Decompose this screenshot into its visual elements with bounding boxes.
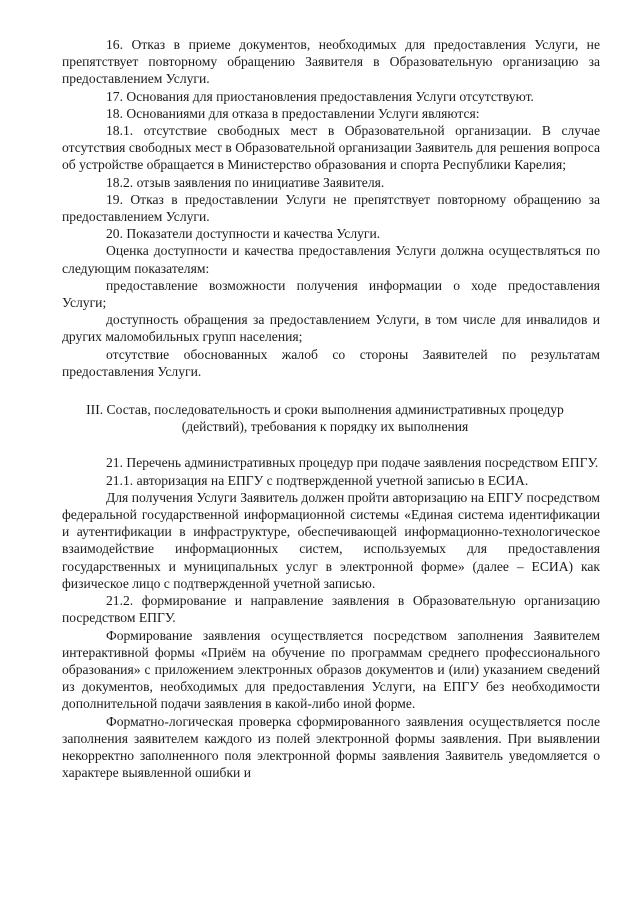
paragraph-format-check: Форматно-логическая проверка сформированного заявления осуществляется после заполнения заявителем каждого из полей электронной формы заявления. При выявлении некорректно заполненного поля электронной формы заявления Заявитель уведомляется о характере выявленной ошибки и (62, 713, 600, 781)
paragraph-18: 18. Основаниями для отказа в предоставлении Услуги являются: (106, 105, 480, 121)
paragraph-21-1: 21.1. авторизация на ЕПГУ с подтвержденной учетной записью в ЕСИА. (106, 472, 529, 488)
paragraph-17: 17. Основания для приостановления предоставления Услуги отсутствуют. (106, 88, 534, 104)
paragraph-form-filling: Формирование заявления осуществляется посредством заполнения Заявителем интерактивной формы «Приём на обучение по программам среднего профессионального образования» с приложением электронных образов документов и (или) указанием сведений из документов, необходимых для предоставления Услуги, на ЕПГУ без необходимости дополнительной подачи заявления в какой-либо иной форме. (62, 627, 600, 712)
paragraph-19: 19. Отказ в предоставлении Услуги не препятствует повторному обращению за предоставлением Услуги. (62, 191, 600, 225)
paragraph-21-2: 21.2. формирование и направление заявления в Образовательную организацию посредством ЕПГУ. (62, 593, 600, 626)
paragraph-20: 20. Показатели доступности и качества Услуги. (106, 226, 381, 242)
paragraph-esia-authorization: Для получения Услуги Заявитель должен пройти авторизацию на ЕПГУ посредством федеральной государственной информационной системы «Единая система идентификации и аутентификации в инфраструктуре, обеспечивающей информационно-технологическое взаимодействие информационных систем, используемых для предоставления государственных и муниципальных услуг в электронной форме» (далее – ЕСИА) как физическое лицо с подтвержденной учетной записью. (62, 489, 600, 591)
section-heading: III. Состав, последовательность и сроки выполнения административных процедур (действий), требования к порядку их выполнения (86, 402, 564, 435)
paragraph-16: 16. Отказ в приеме документов, необходимых для предоставления Услуги, не препятствует повторному обращению Заявителя в Образовательную организацию за предоставлением Услуги. (62, 37, 600, 87)
paragraph-indicator-complaints: отсутствие обоснованных жалоб со стороны Заявителей по результатам предоставления Услуги. (62, 346, 600, 379)
paragraph-indicator-accessibility: доступность обращения за предоставлением Услуги, в том числе для инвалидов и других маломобильных групп населения; (62, 312, 600, 345)
paragraph-quality-assessment: Оценка доступности и качества предоставления Услуги должна осуществляться по следующим показателям: (62, 243, 600, 276)
paragraph-21: 21. Перечень административных процедур при подаче заявления посредством ЕПГУ. (106, 455, 599, 471)
paragraph-indicator-info: предоставление возможности получения информации о ходе предоставления Услуги; (62, 277, 600, 311)
document-page (62, 36, 600, 781)
paragraph-18-1: 18.1. отсутствие свободных мест в Образовательной организации. В случае отсутствия свободных мест в Образовательной организации Заявитель для решения вопроса об устройстве обращается в Министерство образования и спорта Республики Карелия; (62, 123, 600, 173)
paragraph-18-2: 18.2. отзыв заявления по инициативе Заявителя. (106, 174, 385, 190)
